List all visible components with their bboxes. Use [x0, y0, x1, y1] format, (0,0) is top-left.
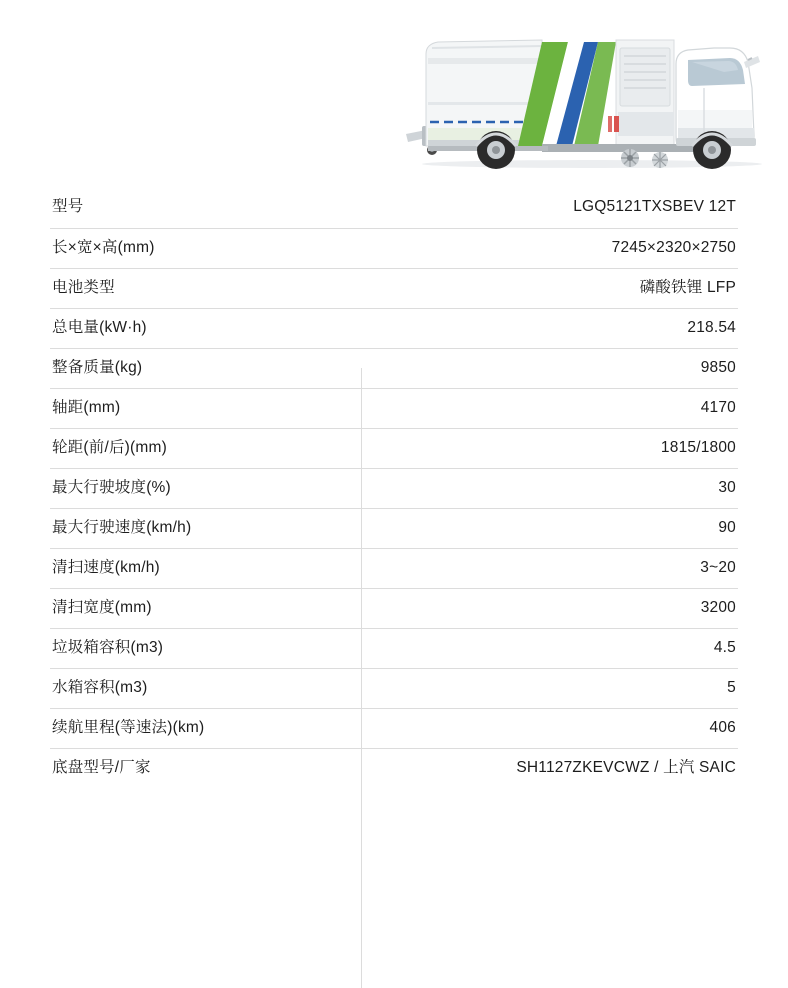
spec-value: 4.5 [361, 628, 738, 668]
spec-label: 长×宽×高(mm) [50, 228, 361, 268]
table-row [50, 588, 738, 628]
spec-label: 清扫宽度(mm) [50, 588, 361, 628]
spec-label: 轮距(前/后)(mm) [50, 428, 361, 468]
spec-value: SH1127ZKEVCWZ / 上汽 SAIC [516, 758, 736, 776]
table-row [50, 668, 738, 708]
spec-value: 218.54 [361, 308, 738, 348]
product-image-area [0, 0, 788, 182]
table-row [50, 748, 738, 788]
table-row [50, 508, 738, 548]
spec-value: LGQ5121TXSBEV 12T [361, 188, 738, 228]
table-column-divider [361, 368, 362, 988]
spec-value: 4170 [361, 388, 738, 428]
spec-label: 续航里程(等速法)(km) [50, 708, 361, 748]
spec-value: 7245×2320×2750 [361, 228, 738, 268]
spec-label: 整备质量(kg) [50, 348, 361, 388]
spec-label: 最大行驶速度(km/h) [50, 508, 361, 548]
table-row [50, 708, 738, 748]
table-row [50, 308, 738, 348]
spec-label: 清扫速度(km/h) [50, 548, 361, 588]
spec-label: 轴距(mm) [50, 388, 361, 428]
spec-label: 垃圾箱容积(m3) [50, 628, 361, 668]
table-row [50, 388, 738, 428]
spec-label: 底盘型号/厂家 [52, 758, 151, 776]
spec-value: 406 [361, 708, 738, 748]
spec-value: 3~20 [361, 548, 738, 588]
sweeper-truck-icon [392, 18, 770, 170]
truck-illustration [392, 18, 770, 170]
table-row [50, 428, 738, 468]
spec-value: 3200 [361, 588, 738, 628]
spec-value: 90 [361, 508, 738, 548]
spec-value: 1815/1800 [361, 428, 738, 468]
spec-label: 总电量(kW·h) [50, 308, 361, 348]
table-row [50, 468, 738, 508]
specification-table [50, 188, 738, 788]
spec-label: 型号 [50, 188, 361, 228]
spec-value: 30 [361, 468, 738, 508]
table-row [50, 228, 738, 268]
table-row [50, 548, 738, 588]
table-row [50, 268, 738, 308]
table-row [50, 348, 738, 388]
spec-label: 水箱容积(m3) [50, 668, 361, 708]
specification-table-area [0, 182, 788, 788]
spec-value: 磷酸铁锂 LFP [361, 268, 738, 308]
spec-label: 最大行驶坡度(%) [50, 468, 361, 508]
table-row [50, 188, 738, 228]
spec-value: 9850 [361, 348, 738, 388]
table-row [50, 628, 738, 668]
spec-label: 电池类型 [50, 268, 361, 308]
spec-value: 5 [361, 668, 738, 708]
